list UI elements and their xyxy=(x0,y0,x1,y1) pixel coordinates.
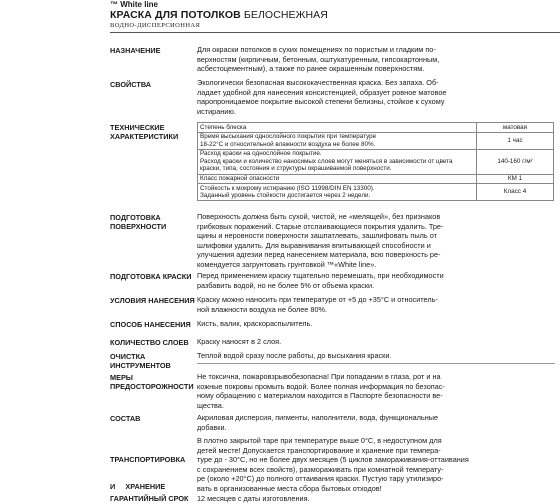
warranty-label: ГАРАНТИЙНЫЙ СРОК xyxy=(110,494,189,503)
layers-text: Краску наносят в 2 слоя. xyxy=(197,337,282,346)
cleaning-label: ОЧИСТКА ИНСТРУМЕНТОВ xyxy=(110,352,171,370)
conditions-label: УСЛОВИЯ НАНЕСЕНИЯ xyxy=(110,296,195,305)
brand-line: ™ White line xyxy=(110,0,158,9)
table-row xyxy=(198,174,554,184)
page-title xyxy=(110,9,328,21)
cleaning-text: Теплой водой сразу после работы, до высыхания краски. xyxy=(197,351,392,360)
properties-text: Экологически безопасная высококачественная краска. Без запаха. Об- ладает удобной для нанесения консистенцией, образует ровное матовое паропроницаемое покрытие высокой степени белизны, стойкое к сухому истиранию. xyxy=(197,78,447,116)
prep-text: Поверхность должна быть сухой, чистой, не «мелящей», без признаков грибковых поражений. Старые отслаивающиеся покрытия удалить. Тре- щины и неровности поверхности зашпатлевать, зашлифовать пыль от шлифовки удалить. Для выравнивания впитывающей способности и улучшения адгезии перед нанесением материала, всю поверхность ре- комендуется загрунтовать грунтовкой ™«White line». xyxy=(197,212,444,269)
table-row xyxy=(198,149,554,174)
transport-text: В плотно закрытой таре при температуре выше 0°С, в недоступном для детей месте! Допускается транспортирование и хранение при темпера- туре до - 30°С, но не более двух месяцев (5 циклов замораживания-оттаивания с сохранением всех свойств), размораживать при комнатной температу- ре (около +20°С) до полного оттаивания краски. Пустую тару утилизиро- вать в организованные места сбора бытовых отходов! xyxy=(197,436,469,493)
purpose-label: НАЗНАЧЕНИЕ xyxy=(110,46,161,55)
spec-value: 1 час xyxy=(477,132,554,149)
purpose-text: Для окраски потолков в сухих помещениях по пористым и гладким по- верхностям (кирпичным, бетонным, оштукатуренным, гипсокартонным, асбестоцементным), а также по ранее окрашенным поверхностям. xyxy=(197,45,440,74)
paint-prep-text: Перед применением краску тщательно перемешать, при необходимости разбавить водой, но не более 5% от объема краски. xyxy=(197,271,444,290)
spec-name: Класс пожарной опасности xyxy=(198,174,477,184)
paint-prep-label: ПОДГОТОВКА КРАСКИ xyxy=(110,272,192,281)
spec-value: КМ 1 xyxy=(477,174,554,184)
spec-value: Класс 4 xyxy=(477,184,554,201)
safety-label: МЕРЫ ПРЕДОСТОРОЖНОСТИ xyxy=(110,373,194,391)
table-row xyxy=(198,132,554,149)
safety-text: Не токсична, пожаровзрывобезопасна! При попадании в глаза, рот и на кожные покровы промыть водой. Более полная информация по безопас- ному обращению с материалом находится в Паспорте безопасности ве- щества. xyxy=(197,372,445,410)
table-row xyxy=(198,123,554,133)
properties-label: СВОЙСТВА xyxy=(110,80,151,89)
warranty-text: 12 месяцев с даты изготовления. xyxy=(197,494,310,503)
layers-label: КОЛИЧЕСТВО СЛОЕВ xyxy=(110,338,189,347)
composition-label: СОСТАВ xyxy=(110,414,141,423)
divider xyxy=(197,363,555,364)
composition-text: Акриловая дисперсия, пигменты, наполнители, вода, функциональные добавки. xyxy=(197,413,439,432)
spec-value: 140-160 г/м² xyxy=(477,149,554,174)
transport-label: ТРАНСПОРТИРОВКА И ХРАНЕНИЕ xyxy=(110,455,186,491)
method-text: Кисть, валик, краскораспылитель. xyxy=(197,319,313,328)
spec-name: Расход краски на однослойное покрытие. Расход краски и количество наносимых слоев могут меняться в зависимости от цвета краски, типа, состояния и структуры окрашиваемой поверхности. xyxy=(198,149,477,174)
title-light: БЕЛОСНЕЖНАЯ xyxy=(243,9,328,21)
spec-name: Стойкость к мокрому истиранию (ISO 11998/DIN EN 13300). Заданный уровень стойкости достигается через 2 недели. xyxy=(198,184,477,201)
prep-label: ПОДГОТОВКА ПОВЕРХНОСТИ xyxy=(110,213,167,231)
specs-table xyxy=(197,122,554,201)
specs-label: ТЕХНИЧЕСКИЕ ХАРАКТЕРИСТИКИ xyxy=(110,123,179,141)
spec-name: Степень блеска xyxy=(198,123,477,133)
table-row xyxy=(198,184,554,201)
method-label: СПОСОБ НАНЕСЕНИЯ xyxy=(110,320,191,329)
title-bold: КРАСКА ДЛЯ ПОТОЛКОВ xyxy=(110,9,241,21)
spec-value: матовая xyxy=(477,123,554,133)
page-subtitle: ВОДНО-ДИСПЕРСИОННАЯ xyxy=(110,22,201,29)
header-rule xyxy=(110,32,560,33)
conditions-text: Краску можно наносить при температуре от +5 до +35°С и относитель- ной влажности воздуха не более 80%. xyxy=(197,295,438,314)
spec-name: Время высыхания однослойного покрытия при температуре 18-22°С и относительной влажности воздуха не более 80%. xyxy=(198,132,477,149)
